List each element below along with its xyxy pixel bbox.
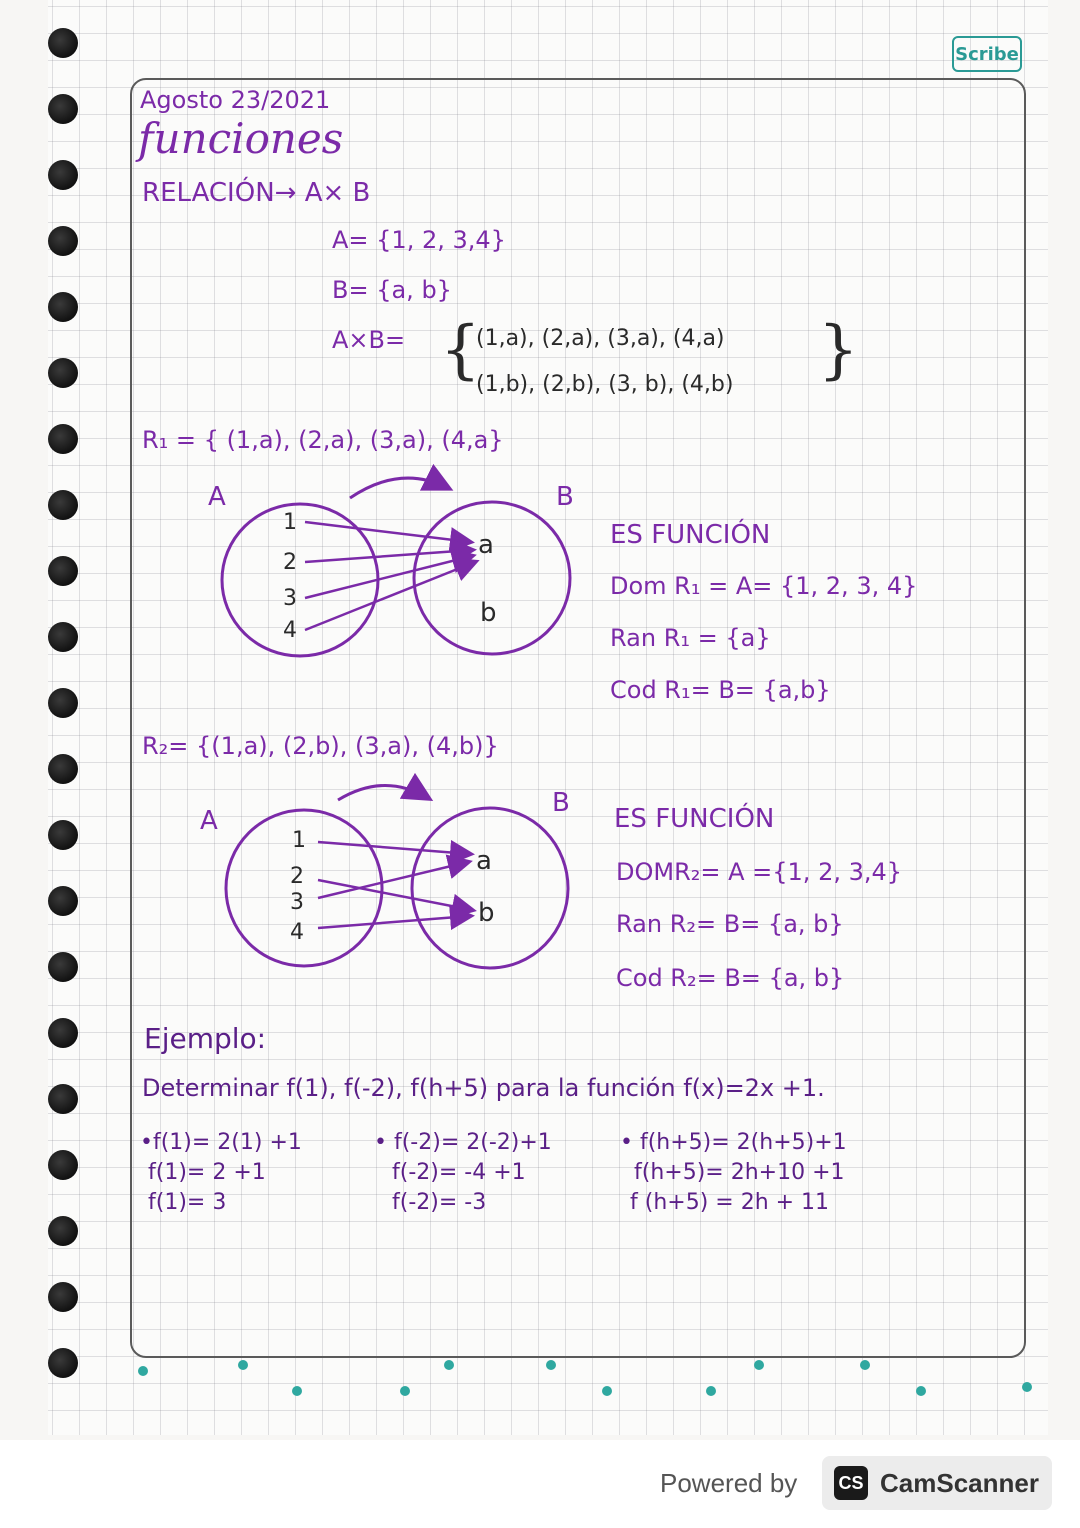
r1-arrow-4a (305, 562, 475, 630)
decor-dot (706, 1386, 716, 1396)
left-brace: { (440, 313, 481, 387)
set-a-definition: A= {1, 2, 3,4} (332, 226, 506, 254)
r2-arrow-2b (318, 880, 472, 910)
page-title: funciones (138, 114, 344, 163)
r2-set-b-circle (412, 808, 568, 968)
powered-by-label: Powered by (660, 1468, 798, 1498)
r2-verdict: ES FUNCIÓN (614, 804, 775, 834)
decor-dot (444, 1360, 454, 1370)
example-heading: Ejemplo: (144, 1022, 267, 1055)
r1-verdict: ES FUNCIÓN (610, 520, 771, 550)
r2-domain-item: 1 (292, 828, 306, 853)
r1-arrow-3a (305, 556, 472, 598)
set-b-definition: B= {a, b} (332, 276, 452, 304)
r2-set-a-label: A (200, 806, 218, 836)
r2-domain: DOMR₂= A ={1, 2, 3,4} (616, 858, 903, 886)
decor-dot (754, 1360, 764, 1370)
r1-arrow-1a (305, 522, 470, 542)
r2-mapping-arrow (338, 785, 428, 800)
r2-arrow-1a (318, 842, 470, 854)
r2-set-b-label: B (552, 788, 570, 818)
product-row-1: (1,a), (2,a), (3,a), (4,a) (476, 326, 725, 351)
example-fm2-line: f(-2)= -4 +1 (392, 1160, 526, 1185)
r1-arrow-2a (305, 550, 472, 562)
r2-arrow-3a (318, 862, 468, 898)
r2-arrow-4b (318, 916, 470, 928)
r2-domain-item: 2 (290, 864, 304, 889)
camscanner-name: CamScanner (880, 1468, 1039, 1498)
r1-set-b-label: B (556, 482, 574, 512)
r1-domain-item: 4 (283, 618, 297, 643)
spiral-binding (44, 28, 84, 1428)
example-f1-line: f(1)= 2 +1 (148, 1160, 266, 1185)
r1-domain-item: 2 (283, 550, 297, 575)
decor-dot (238, 1360, 248, 1370)
decor-dot (546, 1360, 556, 1370)
r1-arrow-diagram (200, 470, 590, 670)
camscanner-logo: CS (834, 1466, 868, 1500)
r1-domain-item: 3 (283, 586, 297, 611)
example-statement: Determinar f(1), f(-2), f(h+5) para la función f(x)=2x +1. (142, 1074, 825, 1102)
example-fm2-line: • f(-2)= 2(-2)+1 (374, 1130, 552, 1155)
date-label: Agosto 23/2021 (140, 86, 331, 114)
r1-definition: R₁ = { (1,a), (2,a), (3,a), (4,a} (142, 426, 504, 454)
r1-mapping-arrow (350, 478, 448, 498)
scribe-sticker: Scribe (952, 36, 1022, 72)
relation-heading: RELACIÓN→ A× B (142, 178, 371, 208)
decor-dot (138, 1366, 148, 1376)
r2-range-item: b (478, 898, 495, 928)
r2-range-item: a (476, 846, 492, 876)
product-row-2: (1,b), (2,b), (3, b), (4,b) (476, 372, 734, 397)
example-f1-line: f(1)= 3 (148, 1190, 227, 1215)
example-fh5-line: f (h+5) = 2h + 11 (630, 1190, 830, 1215)
example-fh5-line: • f(h+5)= 2(h+5)+1 (620, 1130, 847, 1155)
decor-dot (400, 1386, 410, 1396)
r2-codomain: Cod R₂= B= {a, b} (616, 964, 845, 992)
r2-domain-item: 3 (290, 890, 304, 915)
r2-definition: R₂= {(1,a), (2,b), (3,a), (4,b)} (142, 732, 499, 760)
r2-domain-item: 4 (290, 920, 304, 945)
decor-dot (292, 1386, 302, 1396)
r1-range-item: b (480, 598, 497, 628)
r1-range-item: a (478, 530, 494, 560)
decor-dot (1022, 1382, 1032, 1392)
r1-codomain: Cod R₁= B= {a,b} (610, 676, 831, 704)
example-fm2-line: f(-2)= -3 (392, 1190, 487, 1215)
decor-dot (860, 1360, 870, 1370)
r1-range: Ran R₁ = {a} (610, 624, 771, 652)
r2-range: Ran R₂= B= {a, b} (616, 910, 844, 938)
right-brace: } (818, 313, 859, 387)
example-fh5-line: f(h+5)= 2h+10 +1 (634, 1160, 845, 1185)
example-f1-line: •f(1)= 2(1) +1 (140, 1130, 302, 1155)
decor-dot (916, 1386, 926, 1396)
decor-dot (602, 1386, 612, 1396)
product-label: A×B= (332, 326, 406, 354)
r1-set-a-label: A (208, 482, 226, 512)
r1-domain: Dom R₁ = A= {1, 2, 3, 4} (610, 572, 918, 600)
r2-arrow-diagram (200, 776, 590, 986)
r1-domain-item: 1 (283, 510, 297, 535)
